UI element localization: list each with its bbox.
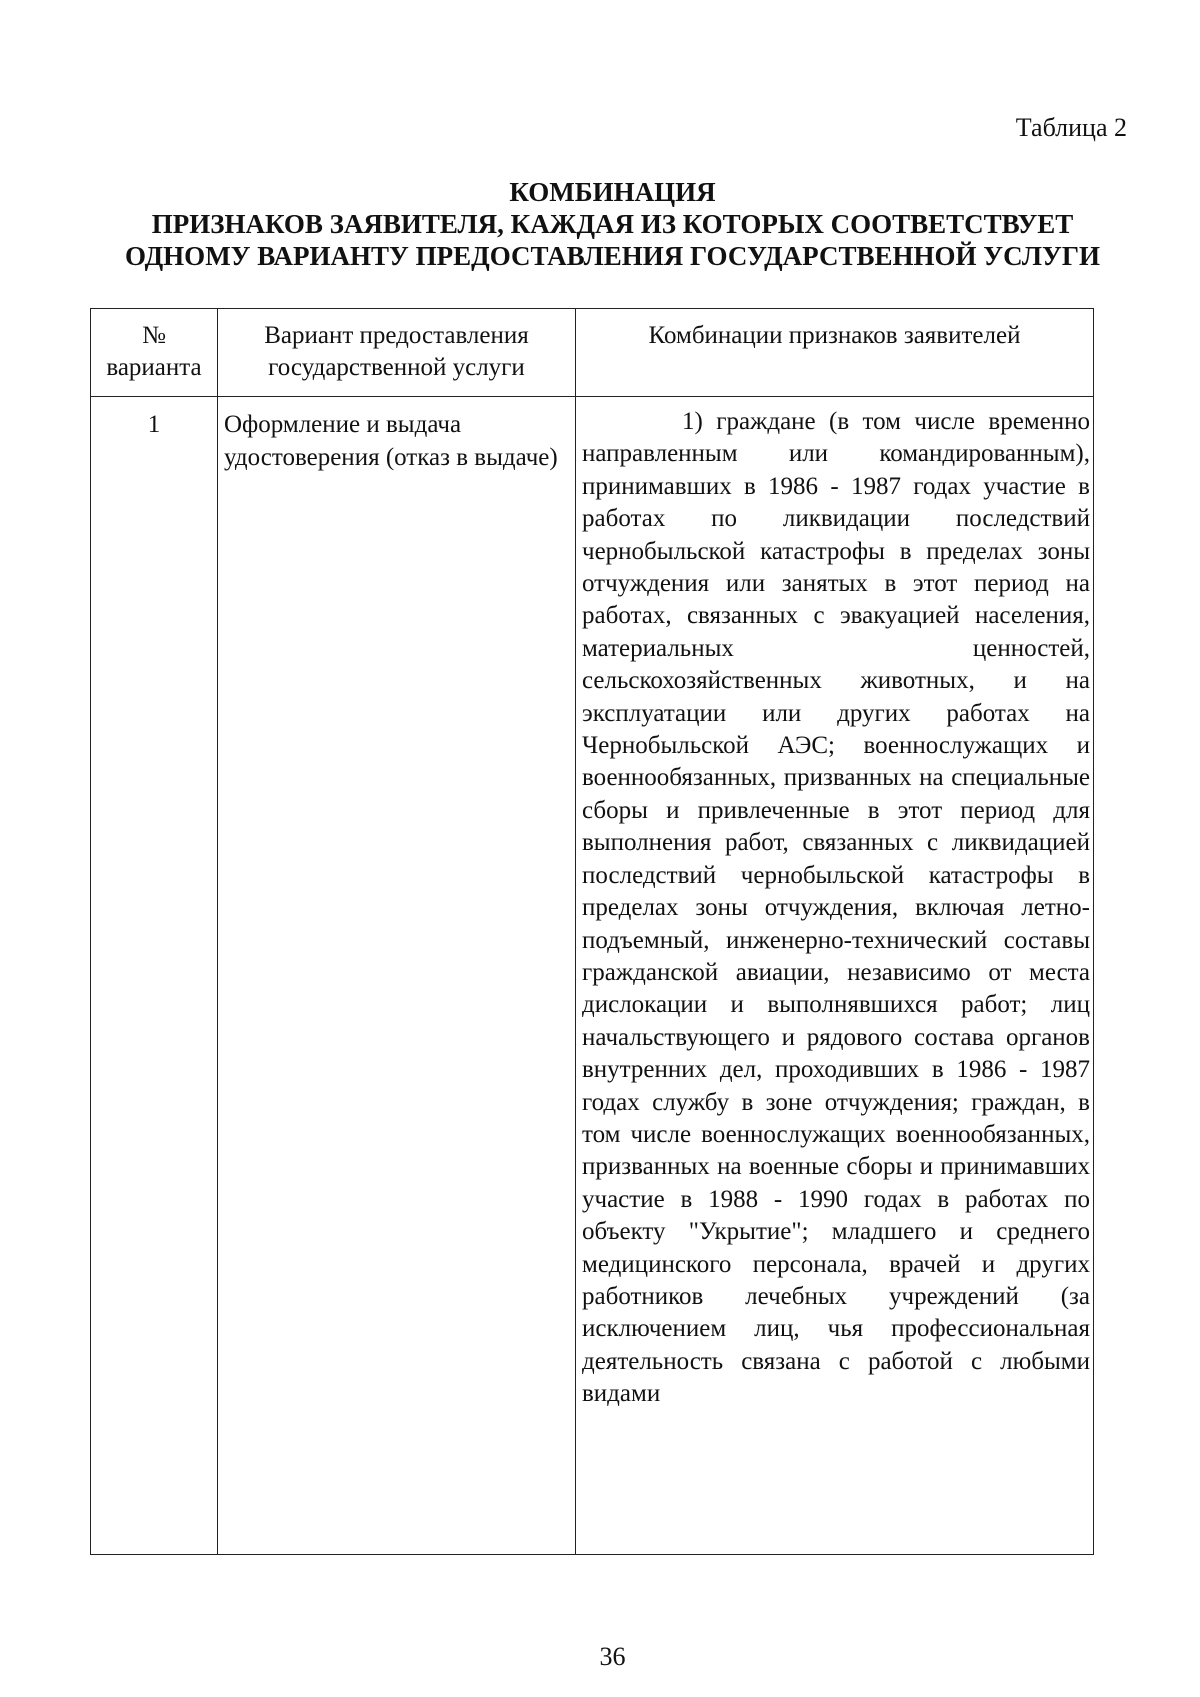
table-label: Таблица 2: [1015, 113, 1127, 142]
title-line-2: ПРИЗНАКОВ ЗАЯВИТЕЛЯ, КАЖДАЯ ИЗ КОТОРЫХ СООТВЕТСТВУЕТ: [151, 209, 1074, 239]
header-number-label: варианта: [106, 354, 202, 381]
header-variant-line-2: государственной услуги: [268, 354, 525, 381]
page-number: 36: [599, 1642, 626, 1671]
table-column-divider-1: [217, 308, 218, 1555]
title-line-3: ОДНОМУ ВАРИАНТУ ПРЕДОСТАВЛЕНИЯ ГОСУДАРСТВЕННОЙ УСЛУГИ: [124, 241, 1101, 271]
header-combinations-label: Комбинации признаков заявителей: [648, 322, 1021, 349]
table-row-variant: Оформление и выдача удостоверения (отказ в выдаче): [224, 411, 558, 471]
table-row-combinations: 1) граждане (в том числе временно направленным или командированным), принимавших в 1986 - 1987 годах участие в работах по ликвидации последствий чернобыльской катастрофы в пределах зоны отчуждения или занятых в этот период на работах, связанных с эвакуацией населения, материальных ценностей, сельскохозяйственных животных, и на эксплуатации или других работах на Чернобыльской АЭС; военнослужащих и военнообязанных, призванных на специальные сборы и привлеченные в этот период для выполнения работ, связанных с ликвидацией последствий чернобыльской катастрофы в пределах зоны отчуждения, включая летно-подъемный, инженерно-технический составы гражданской авиации, независимо от места дислокации и выполнявшихся работ; лиц начальствующего и рядового состава органов внутренних дел, проходивших в 1986 - 1987 годах службу в зоне отчуждения; граждан, в том числе военнослужащих военнообязанных, призванных на военные сборы и принимавших участие в 1988 - 1990 годах в работах по объекту "Укрытие"; младшего и среднего медицинского персонала, врачей и других работников лечебных учреждений (за исключением лиц, чья профессиональная деятельность связана с работой с любыми видами: [582, 408, 1090, 1408]
header-variant: [219, 320, 574, 384]
table-header-divider: [90, 396, 1094, 397]
document-title: [0, 176, 1200, 272]
table-column-divider-2: [575, 308, 576, 1555]
table-row-number: 1: [147, 411, 161, 438]
header-variant-number: [92, 320, 216, 384]
header-combinations: [577, 320, 1092, 352]
header-number-symbol: №: [142, 322, 166, 349]
header-variant-line-1: Вариант предоставления: [264, 322, 529, 349]
title-line-1: КОМБИНАЦИЯ: [509, 177, 716, 207]
